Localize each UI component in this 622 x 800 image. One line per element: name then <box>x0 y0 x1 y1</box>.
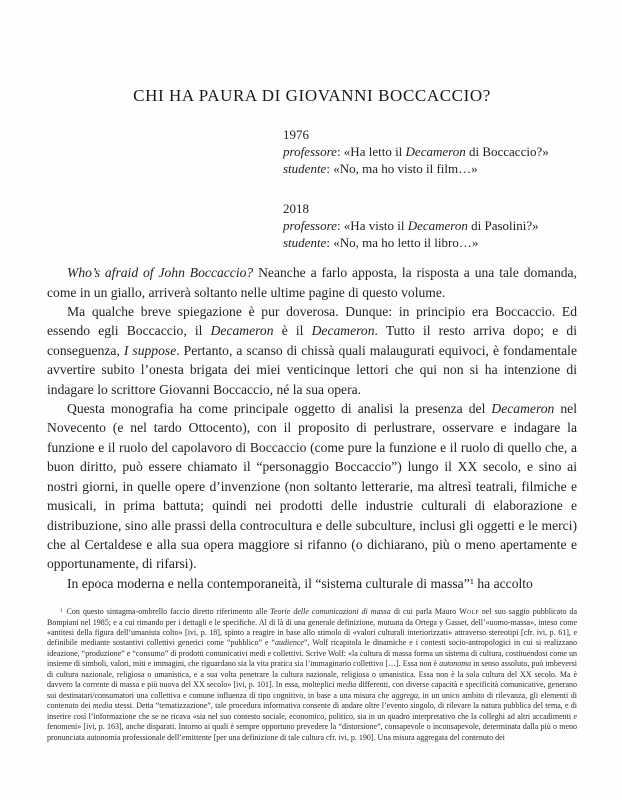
paragraph-3: Questa monografia ha come principale oggetto di analisi la presenza del Decameron nel Novecento (e nel tardo Ottocento), con il proposito di perlustrare, osservare e indagare la funzione e il ruolo del capolavoro di Boccaccio (come pure la funzione e il ruolo di quello che, a buon diritto, può essere chiamato il “personaggio Boccaccio”) lungo il XX secolo, e sino ai nostri giorni, in quelle opere d’invenzione (non soltanto letterarie, ma altresì teatrali, filmiche e musicali, in prima battuta; quindi nei prodotti delle industrie culturali di elaborazione e distribuzione, sino alle prassi della controcultura e delle subculture, inclusi gli oggetti e le merci) che al Certaldese e alla sua opera maggiore si rifanno (o dichiarano, più o meno apertamente e opportunamente, di rifarsi). <box>47 401 577 572</box>
paragraph-1: Who’s afraid of John Boccaccio? Neanche a farlo apposta, la risposta a una tale domanda, come in un giallo, arriverà soltanto nelle ultime pagine di questo volume. <box>47 265 577 300</box>
body-text <box>47 263 577 593</box>
epigraph-student-line: studente: «No, ma ho visto il film…» <box>283 161 478 177</box>
chapter-title: CHI HA PAURA DI GIOVANNI BOCCACCIO? <box>133 86 491 105</box>
paragraph-2: Ma qualche breve spiegazione è pur doverosa. Dunque: in principio era Boccaccio. Ed essendo egli Boccaccio, il Decameron è il Decameron. Tutto il resto arriva dopo; e di conseguenza, I suppose. Pertanto, a scanso di chissà quali malaugurati equivoci, è fondamentale avvertire subito l’onesta brigata dei miei venticinque lettori che qui non si ha intenzione di indagare lo scrittore Giovanni Boccaccio, né la sua opera. <box>47 304 577 397</box>
paragraph-4: In epoca moderna e nella contemporaneità, il “sistema culturale di massa”$^1$ ha accolto <box>67 575 533 591</box>
footnote-area <box>47 607 577 743</box>
epigraph-year: 1976 <box>283 127 309 142</box>
epigraph-student-line: studente: «No, ma ho letto il libro…» <box>283 235 479 251</box>
epigraph-year: 2018 <box>283 200 309 216</box>
epigraph-professor-line: professore: «Ha letto il Decameron di Boccaccio?» <box>283 144 549 160</box>
epigraph-professor-line: professore: «Ha visto il Decameron di Pasolini?» <box>283 217 539 233</box>
epigraphs <box>283 126 577 251</box>
footnote-1: $^1$ Con questo sintagma-ombrello faccio diretto riferimento alle Teorie delle comunicazioni di massa di cui parla Mauro Wolf nel suo saggio pubblicato da Bompiani nel 1985; e a cui rimando per i dettagli e le specifiche. Al di là di una generale definizione, mutuata da Ortega y Gasset, dell’«uomo-massa», inteso come «antitesi della figura dell’umanista colto» [ivi, p. 18], spinto a reagire in base allo stimolo di «valori culturali interiorizzati» attraverso stereotipi [cfr. ivi, p. 61], e definibile mediante sostantivi collettivi generici come “pubblico” e “audience”, Wolf ricapitola le dinamiche e i contesti socio-antropologici in cui si realizzano ideazione, “produzione” e “consumo” di prodotti comunicativi medi e collettivi. Scrive Wolf: «la cultura di massa forma un sistema di cultura, costituendosi come un insieme di simboli, valori, miti e immagini, che riguardano sia la vita pratica sia l’immaginario collettivo […]. Essa non è autonoma in senso assoluto, può imbeversi di cultura nazionale, religiosa o umanistica, e a sua volta penetrare la cultura nazionale, religiosa o umanistica. Essa non è la sola cultura del XX secolo. Ma è davvero la corrente di massa e più nuova del XX secolo» [ivi, p. 101]. In essa, molteplici media differenti, con diverse capacità e specificità comunicative, generano sui destinatari/consumatori una collettiva e comune influenza di tipo cognitivo, in base a una misura che aggrega, in un unico ambito di rilevanza, gli elementi di contenuto dei media stessi. Detta “tematizzazione”, tale procedura informativa consente di andare oltre l’evento singolo, di rilevare la natura pubblica del tema, e di inserire così l’informazione che se ne ricava «sia nel suo contesto sociale, economico, politico, sia in un quadro interpretativo che la colleghi ad altri accadimenti e fenomeni» [ivi, p. 163], anche disparati. Intorno ai quali è sempre opportuno prevedere la “distorsione”, consapevole o inconsapevole, determinata dalla più o meno pronunciata autonomia professionale dell’emittente [per una definizione di tale cultura cfr. ivi, p. 190]. Una misura aggregata del contenuto dei <box>47 607 578 742</box>
epigraph-1976 <box>283 126 577 178</box>
epigraph-2018 <box>283 200 577 252</box>
